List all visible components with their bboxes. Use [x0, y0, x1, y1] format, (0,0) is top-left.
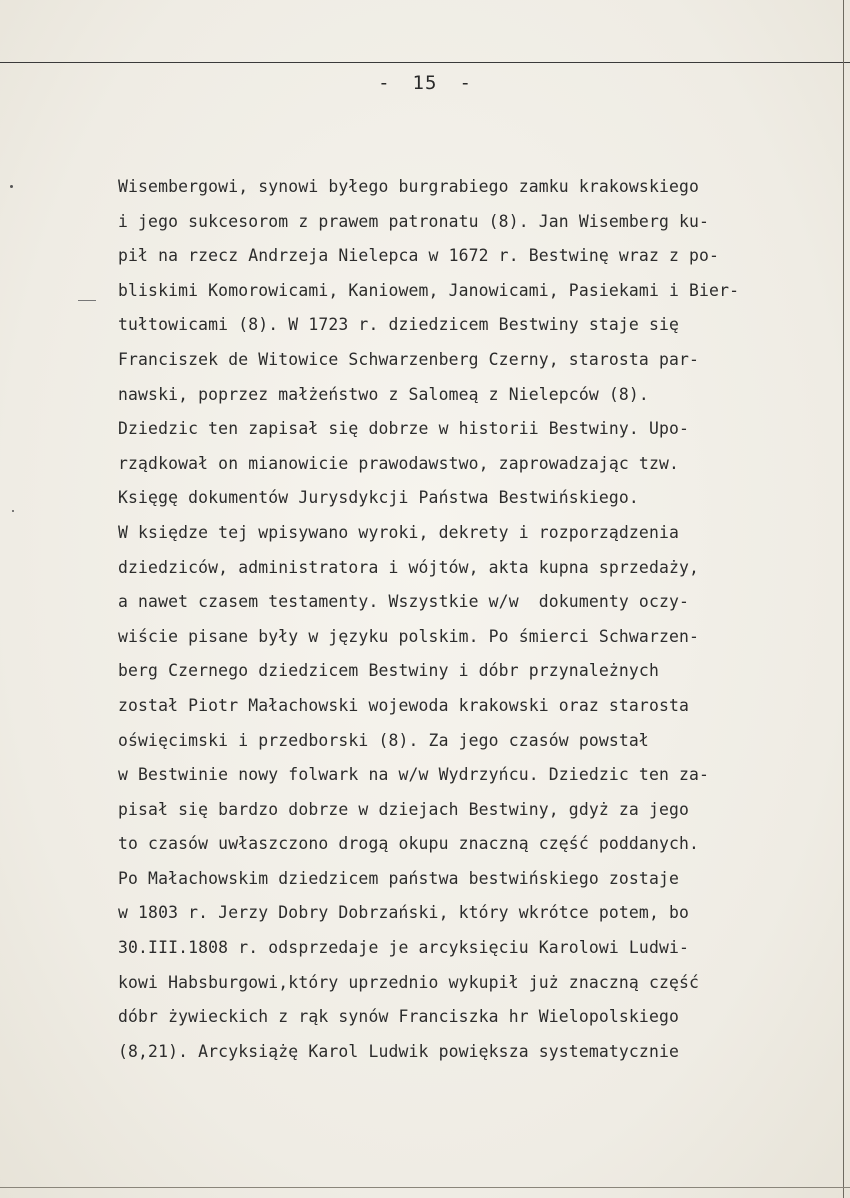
- text-line: i jego sukcesorom z prawem patronatu (8). Jan Wisemberg ku-: [118, 211, 710, 231]
- text-line: bliskimi Komorowicami, Kaniowem, Janowicami, Pasiekami i Bier-: [118, 280, 740, 300]
- text-line: W księdze tej wpisywano wyroki, dekrety i rozporządzenia: [118, 522, 680, 542]
- body-text: [118, 174, 778, 1073]
- page-number: [0, 72, 850, 94]
- text-line: rządkował on mianowicie prawodawstwo, zaprowadzając tzw.: [118, 453, 680, 473]
- scan-speck: [12, 510, 14, 512]
- top-rule-line: [0, 62, 850, 63]
- text-line: Po Małachowskim dziedzicem państwa bestwińskiego zostaje: [118, 868, 680, 888]
- text-line: oświęcimski i przedborski (8). Za jego czasów powstał: [118, 730, 649, 750]
- text-line: dziedziców, administratora i wójtów, akta kupna sprzedaży,: [118, 557, 700, 577]
- text-line: Księgę dokumentów Jurysdykcji Państwa Bestwińskiego.: [118, 488, 639, 508]
- text-line: (8,21). Arcyksiążę Karol Ludwik powiększa systematycznie: [118, 1041, 680, 1061]
- text-line: to czasów uwłaszczono drogą okupu znaczną część poddanych.: [118, 834, 700, 854]
- text-line: dóbr żywieckich z rąk synów Franciszka hr Wielopolskiego: [118, 1007, 680, 1027]
- text-line: berg Czernego dziedzicem Bestwiny i dóbr przynależnych: [118, 661, 659, 681]
- page-number-dash-left: -: [378, 72, 391, 94]
- page-number-dash-right: -: [459, 72, 472, 94]
- text-line: pił na rzecz Andrzeja Nielepca w 1672 r. Bestwinę wraz z po-: [118, 246, 720, 266]
- text-line: został Piotr Małachowski wojewoda krakowski oraz starosta: [118, 695, 690, 715]
- text-line: w 1803 r. Jerzy Dobry Dobrzański, który wkrótce potem, bo: [118, 903, 690, 923]
- scan-speck: [10, 185, 13, 188]
- page-edge-right: [843, 0, 844, 1198]
- text-line: wiście pisane były w języku polskim. Po śmierci Schwarzen-: [118, 626, 700, 646]
- text-line: 30.III.1808 r. odsprzedaje je arcyksięciu Karolowi Ludwi-: [118, 938, 690, 958]
- text-line: tułtowicami (8). W 1723 r. dziedzicem Bestwiny staje się: [118, 315, 680, 335]
- margin-mark: [78, 300, 96, 301]
- text-line: pisał się bardzo dobrze w dziejach Bestwiny, gdyż za jego: [118, 799, 690, 819]
- page-number-value: 15: [412, 72, 438, 94]
- text-line: Dziedzic ten zapisał się dobrze w historii Bestwiny. Upo-: [118, 419, 690, 439]
- page-edge-bottom: [0, 1187, 850, 1188]
- text-line: Wisembergowi, synowi byłego burgrabiego zamku krakowskiego: [118, 177, 700, 196]
- text-line: kowi Habsburgowi,który uprzednio wykupił już znaczną część: [118, 972, 700, 992]
- text-line: nawski, poprzez małżeństwo z Salomeą z Nielepców (8).: [118, 384, 649, 404]
- text-line: Franciszek de Witowice Schwarzenberg Czerny, starosta par-: [118, 349, 700, 369]
- text-line: a nawet czasem testamenty. Wszystkie w/w dokumenty oczy-: [118, 592, 690, 612]
- text-line: w Bestwinie nowy folwark na w/w Wydrzyńcu. Dziedzic ten za-: [118, 765, 710, 785]
